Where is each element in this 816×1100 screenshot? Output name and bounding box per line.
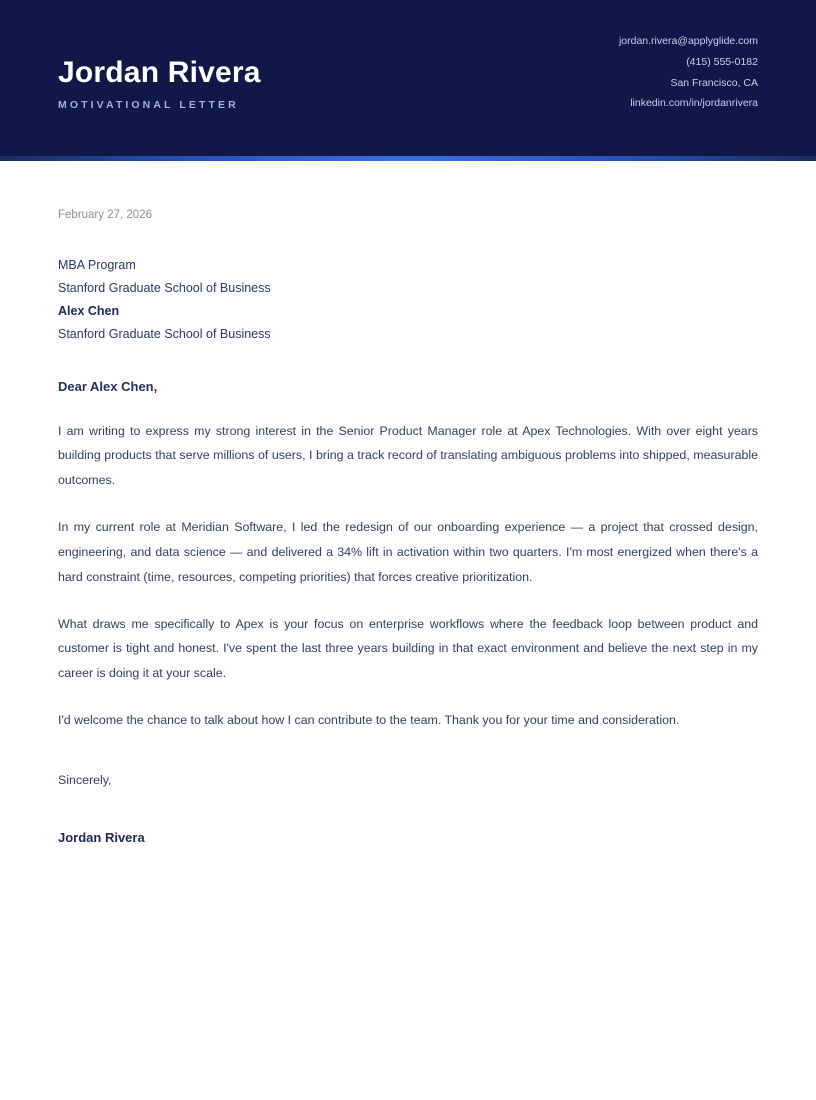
salutation: Dear Alex Chen, bbox=[58, 379, 158, 395]
document-kind-label: MOTIVATIONAL LETTER bbox=[58, 99, 239, 112]
letter-body bbox=[0, 208, 816, 847]
letter-header bbox=[0, 0, 816, 161]
letter-paragraph: What draws me specifically to Apex is your focus on enterprise workflows where the feedback loop between product and customer is tight and honest. I've spent the last three years building in that exact environment and believe the next step in my career is doing it at your scale. bbox=[58, 616, 758, 681]
recipient-name: Alex Chen bbox=[58, 304, 120, 319]
letter-date: February 27, 2026 bbox=[58, 209, 152, 221]
signature-name: Jordan Rivera bbox=[58, 829, 145, 845]
contact-block bbox=[619, 31, 758, 130]
recipient-institution-secondary: Stanford Graduate School of Business bbox=[58, 327, 271, 342]
closing-salutation: Sincerely, bbox=[58, 772, 112, 787]
letter-paragraph: I'd welcome the chance to talk about how I can contribute to the team. Thank you for your time and consideration. bbox=[58, 712, 680, 727]
recipient-block bbox=[58, 254, 758, 347]
contact-phone[interactable]: (415) 555-0182 bbox=[686, 55, 758, 68]
contact-location: San Francisco, CA bbox=[670, 76, 758, 89]
recipient-program: MBA Program bbox=[58, 257, 136, 272]
letter-paragraph: In my current role at Meridian Software, I led the redesign of our onboarding experience — a project that crossed design, engineering, and data science — and delivered a 34% lift in activation within two quarters. I'm most energized when there's a hard constraint (time, resources, competing priorities) that forces creative prioritization. bbox=[58, 520, 758, 584]
recipient-institution: Stanford Graduate School of Business bbox=[58, 281, 271, 296]
header-accent-bar bbox=[0, 156, 816, 161]
page-title: Jordan Rivera bbox=[58, 55, 261, 89]
contact-email[interactable]: jordan.rivera@applyglide.com bbox=[618, 34, 758, 47]
identity-block bbox=[58, 50, 261, 112]
letter-paragraph: I am writing to express my strong interest in the Senior Product Manager role at Apex Technologies. With over eight years building products that serve millions of users, I bring a track record of translating ambiguous problems into shipped, measurable outcomes. bbox=[58, 423, 758, 488]
contact-linkedin[interactable]: linkedin.com/in/jordanrivera bbox=[630, 97, 758, 110]
